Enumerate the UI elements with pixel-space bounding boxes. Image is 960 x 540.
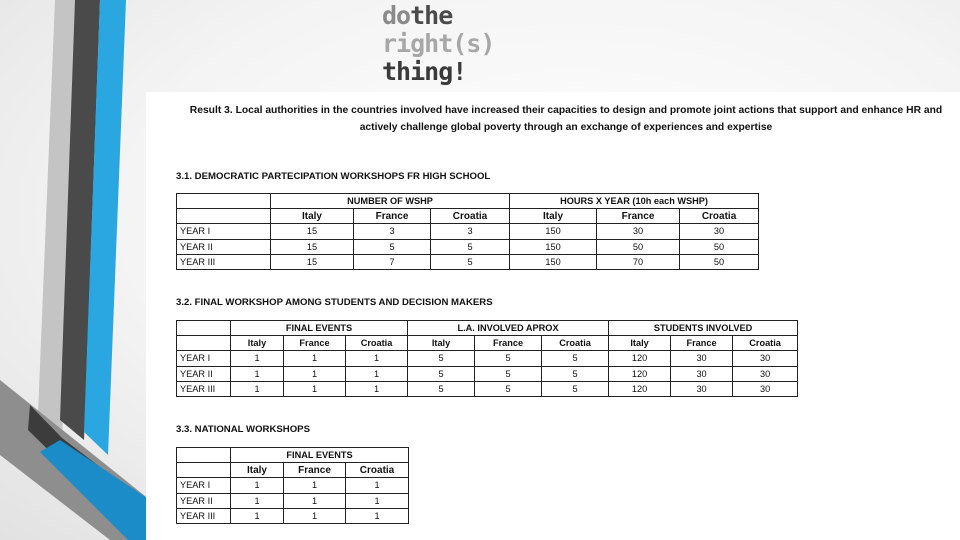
table-row [177,493,409,508]
table-cell: 1 [231,493,284,508]
table-cell: 5 [542,381,609,396]
table-row [177,254,759,269]
table-cell: 5 [542,366,609,381]
group-header: STUDENTS INVOLVED [609,321,798,336]
table-cell: 5 [408,351,475,366]
table-final-workshop [176,320,798,397]
table-cell: 5 [475,381,542,396]
table-cell: 1 [231,351,284,366]
row-label: YEAR III [177,508,231,523]
table-cell: 70 [597,254,680,269]
table-cell: 5 [542,351,609,366]
table-cell: 1 [284,381,346,396]
logo-line-2: right(s) [382,29,495,58]
result-heading: Result 3. Local authorities in the countries involved have increased their capacities to design and promote joint actions that support and enhance HR and actively challenge global poverty through an exchange of experiences and expertise [189,105,943,133]
header-corner [177,463,231,478]
column-header: France [475,336,542,351]
row-label: YEAR I [177,478,231,493]
table-cell: 1 [231,478,284,493]
table-cell: 30 [733,366,798,381]
table-cell: 1 [284,351,346,366]
logo-line-1b: the [410,1,453,30]
table-cell: 30 [671,381,733,396]
table-cell: 50 [597,239,680,254]
column-header: Italy [231,463,284,478]
table-cell: 1 [231,366,284,381]
table-cell: 50 [680,239,759,254]
table-cell: 150 [510,239,597,254]
row-label: YEAR I [177,351,231,366]
table-democratic-workshops [176,193,759,270]
table-cell: 1 [284,493,346,508]
table-cell: 1 [231,508,284,523]
row-label: YEAR II [177,366,231,381]
table-cell: 150 [510,254,597,269]
table-cell: 30 [597,224,680,239]
table-row [177,224,759,239]
column-header: Croatia [346,463,409,478]
table-cell: 5 [408,381,475,396]
row-label: YEAR I [177,224,271,239]
table-row [177,351,798,366]
table-cell: 5 [408,366,475,381]
column-header: Italy [609,336,671,351]
header-corner [177,321,231,336]
logo-line-3: thing! [382,57,467,86]
column-header: Croatia [431,209,510,224]
logo-line-1a: do [382,1,411,30]
decorative-ribbons [0,0,150,540]
column-header: Croatia [680,209,759,224]
table-cell: 5 [431,239,510,254]
table-cell: 30 [671,351,733,366]
header-corner [177,336,231,351]
document-page [146,92,960,540]
column-header: Croatia [542,336,609,351]
section-title-3-3: 3.3. NATIONAL WORKSHOPS [176,424,310,435]
table-national-workshops [176,447,409,524]
table-cell: 50 [680,254,759,269]
table-cell: 5 [475,351,542,366]
column-header: France [671,336,733,351]
row-label: YEAR III [177,381,231,396]
table-cell: 1 [346,493,409,508]
row-label: YEAR II [177,239,271,254]
table-cell: 1 [346,351,408,366]
column-header: France [354,209,431,224]
group-header: L.A. INVOLVED APROX [408,321,609,336]
table-cell: 120 [609,381,671,396]
table-cell: 1 [231,381,284,396]
table-row [177,239,759,254]
table-cell: 1 [284,366,346,381]
table-cell: 30 [733,351,798,366]
table-row [177,478,409,493]
table-cell: 15 [271,224,354,239]
column-header: Croatia [346,336,408,351]
section-title-3-2: 3.2. FINAL WORKSHOP AMONG STUDENTS AND DECISION MAKERS [176,297,493,308]
table-row [177,366,798,381]
header-corner [177,448,231,463]
column-header: Italy [271,209,354,224]
row-label: YEAR III [177,254,271,269]
group-header: FINAL EVENTS [231,321,408,336]
table-cell: 1 [346,366,408,381]
header-corner [177,209,271,224]
table-cell: 3 [354,224,431,239]
table-cell: 3 [431,224,510,239]
table-cell: 1 [346,508,409,523]
table-cell: 30 [680,224,759,239]
group-header: HOURS X YEAR (10h each WSHP) [510,194,759,209]
column-header: Croatia [733,336,798,351]
table-row [177,508,409,523]
table-cell: 15 [271,254,354,269]
table-row [177,381,798,396]
group-header: NUMBER OF WSHP [271,194,510,209]
column-header: France [597,209,680,224]
table-cell: 1 [346,381,408,396]
table-cell: 1 [346,478,409,493]
column-header: France [284,463,346,478]
table-cell: 5 [431,254,510,269]
column-header: Italy [231,336,284,351]
section-title-3-1: 3.1. DEMOCRATIC PARTECIPATION WORKSHOPS FR HIGH SCHOOL [176,171,491,182]
group-header: FINAL EVENTS [231,448,409,463]
table-cell: 5 [475,366,542,381]
table-cell: 150 [510,224,597,239]
table-cell: 30 [733,381,798,396]
column-header: Italy [510,209,597,224]
column-header: Italy [408,336,475,351]
logo-do-the-rights-thing [382,2,502,86]
table-cell: 1 [284,478,346,493]
column-header: France [284,336,346,351]
row-label: YEAR II [177,493,231,508]
header-corner [177,194,271,209]
table-cell: 120 [609,351,671,366]
table-cell: 120 [609,366,671,381]
table-cell: 7 [354,254,431,269]
table-cell: 30 [671,366,733,381]
table-cell: 5 [354,239,431,254]
table-cell: 1 [284,508,346,523]
table-cell: 15 [271,239,354,254]
